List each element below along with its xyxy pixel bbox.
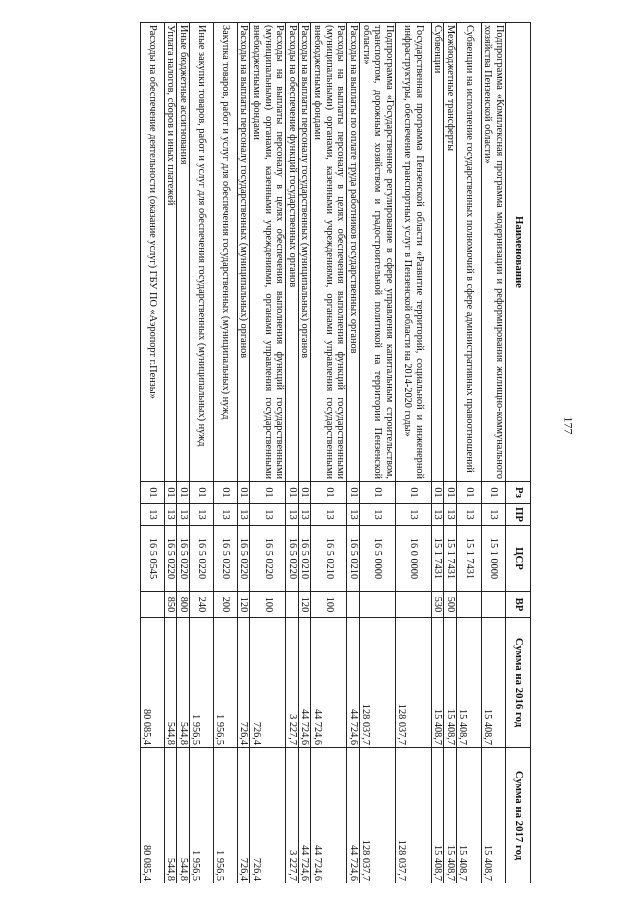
row-csr: 16 5 0210 (347, 526, 360, 592)
row-rz: 01 (140, 482, 164, 504)
table-row (213, 23, 237, 884)
row-rz: 01 (298, 482, 311, 504)
row-csr: 16 5 0220 (189, 526, 213, 592)
row-rz: 01 (481, 482, 505, 504)
row-vr (456, 592, 481, 618)
row-sum-2017: 726,4 (250, 748, 286, 884)
row-sum-2016: 44 724,6 (311, 618, 347, 748)
row-vr: 100 (311, 592, 347, 618)
row-pr: 13 (311, 504, 347, 526)
table-row (359, 23, 395, 884)
row-pr: 13 (431, 504, 444, 526)
row-sum-2017: 15 408,7 (481, 748, 505, 884)
table-row (164, 23, 177, 884)
header-pr: ПР (506, 504, 531, 526)
row-name: Расходы на выплаты персоналу государственных (муниципальных) органов (237, 23, 250, 482)
row-rz: 01 (395, 482, 431, 504)
table-body (140, 23, 505, 884)
row-rz: 01 (347, 482, 360, 504)
row-sum-2016: 44 724,6 (347, 618, 360, 748)
row-csr: 15 1 7431 (444, 526, 457, 592)
row-csr: 15 1 7431 (456, 526, 481, 592)
table-row (395, 23, 431, 884)
row-sum-2017: 1 956,5 (189, 748, 213, 884)
row-sum-2016: 1 956,5 (213, 618, 237, 748)
row-vr: 120 (237, 592, 250, 618)
row-rz: 01 (431, 482, 444, 504)
header-name: Наименование (506, 23, 531, 482)
row-pr: 13 (395, 504, 431, 526)
row-csr: 16 5 0220 (286, 526, 299, 592)
row-name: Субвенции на исполнение государственных полномочий в сфере административных правоотношений (456, 23, 481, 482)
row-name: Расходы на обеспечение деятельности (оказание услуг) ГБУ ПО «Аэропорт г.Пензы» (140, 23, 164, 482)
row-pr: 13 (298, 504, 311, 526)
row-rz: 01 (164, 482, 177, 504)
row-name: Иные бюджетные ассигнования (177, 23, 190, 482)
row-sum-2016: 128 037,7 (359, 618, 395, 748)
row-sum-2016: 726,4 (237, 618, 250, 748)
row-name: Расходы на обеспечение функций государственных органов (286, 23, 299, 482)
row-vr (347, 592, 360, 618)
row-vr: 200 (213, 592, 237, 618)
row-sum-2017: 544,8 (177, 748, 190, 884)
row-rz: 01 (250, 482, 286, 504)
row-vr (359, 592, 395, 618)
table-row (347, 23, 360, 884)
row-name: Расходы на выплаты персоналу в целях обеспечения выполнения функций государственными (муниципальными) органами, казенными учреждениями, органами управления государственными внебюджетными фондами (311, 23, 347, 482)
row-sum-2017: 44 724,6 (311, 748, 347, 884)
row-csr: 16 5 0220 (250, 526, 286, 592)
row-csr: 16 5 0220 (177, 526, 190, 592)
table-row (237, 23, 250, 884)
table-row (250, 23, 286, 884)
row-vr: 500 (444, 592, 457, 618)
table-row (189, 23, 213, 884)
row-pr: 13 (359, 504, 395, 526)
row-vr: 530 (431, 592, 444, 618)
rotated-page-area (106, 22, 531, 883)
row-sum-2017: 15 408,7 (444, 748, 457, 884)
row-sum-2017: 44 724,6 (347, 748, 360, 884)
row-sum-2017: 128 037,7 (395, 748, 431, 884)
row-rz: 01 (286, 482, 299, 504)
row-csr: 16 5 0545 (140, 526, 164, 592)
row-vr: 100 (250, 592, 286, 618)
row-sum-2016: 128 037,7 (395, 618, 431, 748)
row-pr: 13 (177, 504, 190, 526)
row-rz: 01 (456, 482, 481, 504)
table-row (140, 23, 164, 884)
row-sum-2017: 15 408,7 (456, 748, 481, 884)
row-vr (140, 592, 164, 618)
header-sum-2016: Сумма на 2016 год (506, 618, 531, 748)
row-name: Межбюджетные трансферты (444, 23, 457, 482)
row-sum-2017: 128 037,7 (359, 748, 395, 884)
table-row (444, 23, 457, 884)
row-vr: 120 (298, 592, 311, 618)
row-vr: 800 (177, 592, 190, 618)
table-row (456, 23, 481, 884)
row-sum-2016: 15 408,7 (444, 618, 457, 748)
row-pr: 13 (250, 504, 286, 526)
row-pr: 13 (237, 504, 250, 526)
row-pr: 13 (213, 504, 237, 526)
table-row (177, 23, 190, 884)
header-sum-2017: Сумма на 2017 год (506, 748, 531, 884)
row-sum-2017: 726,4 (237, 748, 250, 884)
row-name: Расходы на выплаты персоналу в целях обеспечения выполнения функций государственными (муниципальными) органами, казенными учреждениями, органами управления государственными внебюджетными фондами (250, 23, 286, 482)
row-sum-2016: 15 408,7 (431, 618, 444, 748)
row-name: Подпрограмма «Государственное регулирование в сфере управления капитальным строительством, транспортом, дорожным хозяйством и градостроительной политикой на территории Пензенской области» (359, 23, 395, 482)
row-name: Расходы на выплаты персоналу государственных (муниципальных) органов (298, 23, 311, 482)
row-sum-2017: 15 408,7 (431, 748, 444, 884)
row-name: Расходы на выплаты по оплате труда работников государственных органов (347, 23, 360, 482)
row-rz: 01 (213, 482, 237, 504)
row-rz: 01 (444, 482, 457, 504)
row-csr: 16 5 0220 (237, 526, 250, 592)
row-sum-2017: 44 724,6 (298, 748, 311, 884)
row-sum-2016: 44 724,6 (298, 618, 311, 748)
row-sum-2016: 544,8 (177, 618, 190, 748)
row-csr: 16 5 0220 (213, 526, 237, 592)
row-name: Закупка товаров, работ и услуг для обеспечения государственных (муниципальных) нужд (213, 23, 237, 482)
row-csr: 16 5 0220 (164, 526, 177, 592)
row-name: Подпрограмма «Комплексная программа модернизации и реформирования жилищно-коммунального хозяйства Пензенской области» (481, 23, 505, 482)
table-header-row (506, 23, 531, 884)
row-pr: 13 (189, 504, 213, 526)
row-sum-2017: 1 956,5 (213, 748, 237, 884)
row-pr: 13 (456, 504, 481, 526)
row-rz: 01 (177, 482, 190, 504)
header-csr: ЦСР (506, 526, 531, 592)
row-pr: 13 (140, 504, 164, 526)
row-pr: 13 (347, 504, 360, 526)
budget-table (140, 22, 531, 883)
row-rz: 01 (359, 482, 395, 504)
row-pr: 13 (164, 504, 177, 526)
row-rz: 01 (189, 482, 213, 504)
row-name: Иные закупки товаров, работ и услуг для обеспечения государственных (муниципальных) нужд (189, 23, 213, 482)
row-pr: 13 (286, 504, 299, 526)
row-csr: 16 5 0210 (298, 526, 311, 592)
row-sum-2016: 3 227,7 (286, 618, 299, 748)
row-csr: 15 1 7431 (431, 526, 444, 592)
row-vr: 850 (164, 592, 177, 618)
row-rz: 01 (311, 482, 347, 504)
row-sum-2017: 544,8 (164, 748, 177, 884)
row-csr: 16 0 0000 (395, 526, 431, 592)
row-vr (481, 592, 505, 618)
table-wrapper (106, 22, 531, 883)
row-pr: 13 (444, 504, 457, 526)
row-rz: 01 (237, 482, 250, 504)
row-pr: 13 (481, 504, 505, 526)
row-sum-2016: 544,8 (164, 618, 177, 748)
row-sum-2016: 15 408,7 (481, 618, 505, 748)
table-row (431, 23, 444, 884)
header-vr: ВР (506, 592, 531, 618)
header-rz: Рз (506, 482, 531, 504)
row-csr: 16 5 0210 (311, 526, 347, 592)
table-row (311, 23, 347, 884)
page-number: 177 (561, 416, 576, 435)
row-csr: 16 5 0000 (359, 526, 395, 592)
row-name: Уплата налогов, сборов и иных платежей (164, 23, 177, 482)
table-row (481, 23, 505, 884)
row-vr: 240 (189, 592, 213, 618)
row-vr (395, 592, 431, 618)
row-sum-2016: 80 085,4 (140, 618, 164, 748)
row-sum-2016: 1 956,5 (189, 618, 213, 748)
row-sum-2016: 726,4 (250, 618, 286, 748)
table-row (286, 23, 299, 884)
row-sum-2016: 15 408,7 (456, 618, 481, 748)
row-vr (286, 592, 299, 618)
row-name: Субвенции (431, 23, 444, 482)
row-name: Государственная программа Пензенской области «Развитие территорий, социальной и инженерной инфраструктуры, обеспечение транспортных услуг в Пензенской области на 2014-2020 годы» (395, 23, 431, 482)
row-sum-2017: 80 085,4 (140, 748, 164, 884)
row-sum-2017: 3 227,7 (286, 748, 299, 884)
row-csr: 15 1 0000 (481, 526, 505, 592)
table-row (298, 23, 311, 884)
